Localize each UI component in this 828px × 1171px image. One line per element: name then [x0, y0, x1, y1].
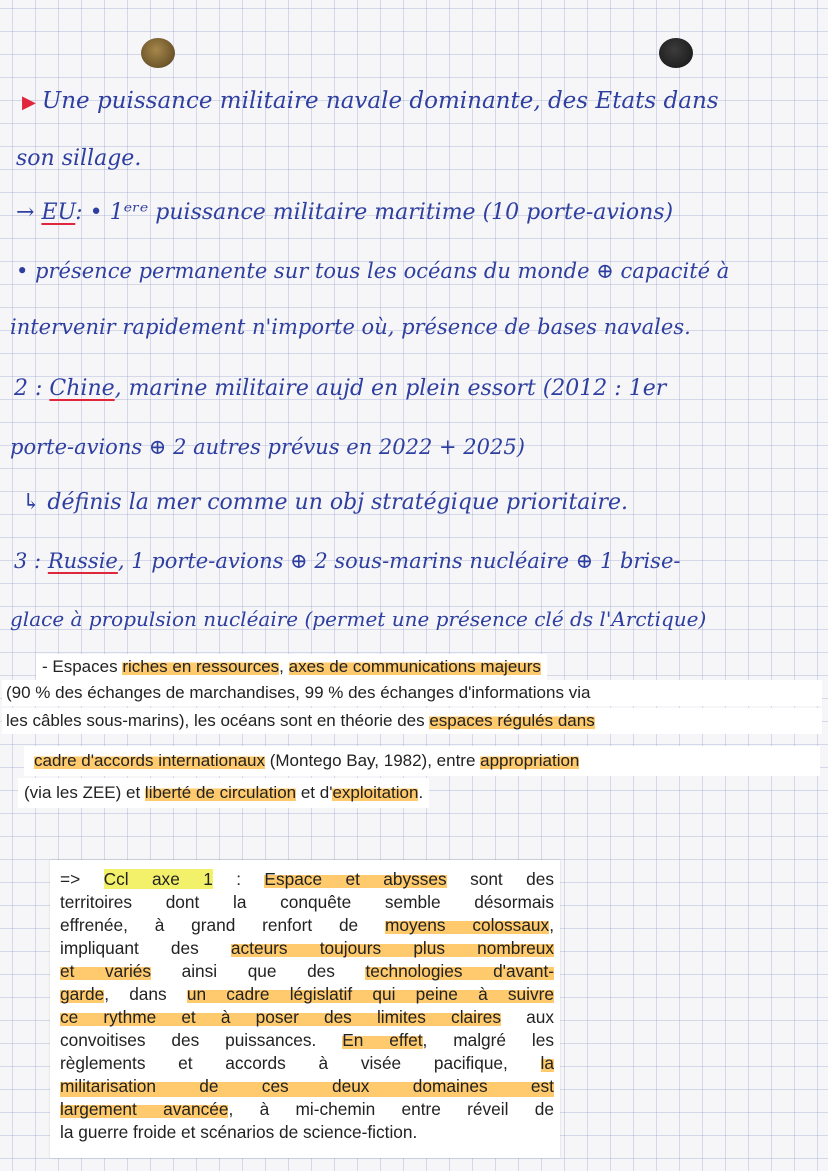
concl-highlight-acteurs: acteurs toujours plus nombreux	[230, 938, 554, 958]
concl-line-8	[60, 1029, 554, 1052]
typed-line-1	[36, 654, 547, 680]
concl-highlight-largement: largement avancée	[60, 1099, 229, 1119]
concl-highlight-varies: et variés	[60, 961, 152, 981]
typed-line-5	[18, 778, 429, 808]
concl-line-7	[60, 1006, 554, 1029]
concl-l1-e: sont des	[446, 869, 554, 889]
concl-highlight-technologies: technologies d'avant-	[365, 961, 555, 981]
concl-l8-c: , malgré les	[422, 1030, 554, 1050]
typed-l5-c: et d'	[296, 783, 333, 802]
concl-line-3	[60, 914, 554, 937]
concl-highlight-cadre: un cadre législatif qui peine à suivre	[186, 984, 554, 1004]
concl-l9-a: règlements et accords à visée pacifique,	[60, 1053, 541, 1073]
typed-line-4	[24, 746, 820, 776]
hw-line-10: glace à propulsion nucléaire (permet une présence clé ds l'Arctique)	[10, 607, 707, 631]
binder-hole-right	[659, 38, 693, 68]
concl-l7-b: aux	[501, 1007, 554, 1027]
hw-line-4: • présence permanente sur tous les océans du monde ⊕ capacité à	[16, 259, 730, 283]
hw-line-7: porte-avions ⊕ 2 autres prévus en 2022 + 2025)	[10, 435, 525, 459]
concl-line-1	[60, 868, 554, 891]
typed-line-3	[2, 708, 822, 734]
typed-highlight-cadre: cadre d'accords internationaux	[34, 751, 265, 770]
hw-number-3: 3 :	[14, 549, 42, 573]
typed-highlight-ressources: riches en ressources	[122, 657, 280, 676]
concl-arrow: =>	[60, 869, 104, 889]
concl-l1-c: :	[212, 869, 265, 889]
concl-line-11	[60, 1098, 554, 1121]
concl-line-10: militarisation de ces deux domaines est	[60, 1076, 554, 1096]
concl-l6-b: , dans	[104, 984, 187, 1004]
hw-russia-label: Russie	[47, 549, 118, 573]
concl-highlight-la: la	[540, 1053, 554, 1073]
typed-highlight-espaces-regules: espaces régulés dans	[429, 711, 595, 730]
hw-china-label: Chine	[49, 376, 115, 401]
concl-highlight-rythme: ce rythme et à poser des limites claires	[60, 1007, 501, 1027]
concl-highlight-en-effet: En effet	[342, 1030, 423, 1050]
hw-line-8: ↳ définis la mer comme un obj stratégique prioritaire.	[22, 490, 628, 515]
concl-line-5	[60, 960, 554, 983]
hw-line-9	[14, 548, 680, 574]
concl-highlight-espace: Espace et abysses	[264, 869, 447, 889]
concl-highlight-garde: garde	[60, 984, 105, 1004]
concl-l4-a: impliquant des	[60, 938, 231, 958]
typed-l5-a: (via les ZEE) et	[24, 783, 145, 802]
hw-ev-label: EU	[41, 200, 76, 225]
typed-l1-c: ,	[279, 657, 289, 676]
typed-l3-a: les câbles sous-marins), les océans sont en théorie des	[6, 711, 430, 730]
hw-line-6-text: , marine militaire aujd en plein essort (2012 : 1er	[114, 376, 667, 401]
hw-line-2: son sillage.	[16, 146, 142, 171]
typed-highlight-axes: axes de communications majeurs	[288, 657, 541, 676]
hw-line-1-text: Une puissance militaire navale dominante, des Etats dans	[41, 88, 719, 114]
concl-l8-a: convoitises des puissances.	[60, 1030, 343, 1050]
conclusion-box	[50, 860, 560, 1158]
hw-line-3	[16, 200, 673, 226]
hw-line-3-text: : • 1ᵉʳᵉ puissance militaire maritime (10 porte-avions)	[75, 200, 674, 225]
hw-line-1	[22, 88, 719, 116]
typed-l5-e: .	[418, 783, 424, 802]
typed-l4-b: (Montego Bay, 1982), entre	[265, 751, 481, 770]
concl-l5-b: ainsi que des	[151, 961, 366, 981]
concl-line-2: territoires dont la conquête semble désormais	[60, 892, 554, 912]
hw-line-6	[14, 376, 666, 402]
typed-l1-a: - Espaces	[42, 657, 123, 676]
typed-highlight-exploitation: exploitation	[332, 783, 419, 802]
concl-line-12: la guerre froide et scénarios de science-fiction.	[60, 1122, 418, 1142]
concl-highlight-ccl: Ccl axe 1	[103, 869, 213, 889]
concl-line-4	[60, 937, 554, 960]
concl-l3-c: ,	[549, 915, 554, 935]
red-triangle-bullet-icon: ▶	[22, 92, 36, 113]
typed-highlight-liberte: liberté de circulation	[144, 783, 297, 802]
concl-l3-a: effrenée, à grand renfort de	[60, 915, 385, 935]
concl-highlight-moyens: moyens colossaux	[385, 915, 550, 935]
hw-number-2: 2 :	[14, 376, 43, 401]
concl-l11-b: , à mi-chemin entre réveil de	[228, 1099, 554, 1119]
arrow-icon: →	[16, 200, 35, 225]
concl-line-9	[60, 1052, 554, 1075]
hw-line-5: intervenir rapidement n'importe où, présence de bases navales.	[10, 315, 691, 339]
typed-highlight-appropriation: appropriation	[480, 751, 580, 770]
binder-hole-left	[141, 38, 175, 68]
typed-line-2: (90 % des échanges de marchandises, 99 % des échanges d'informations via	[2, 680, 822, 706]
hw-line-9-text: , 1 porte-avions ⊕ 2 sous-marins nucléaire ⊕ 1 brise-	[117, 549, 681, 573]
concl-line-6	[60, 983, 554, 1006]
